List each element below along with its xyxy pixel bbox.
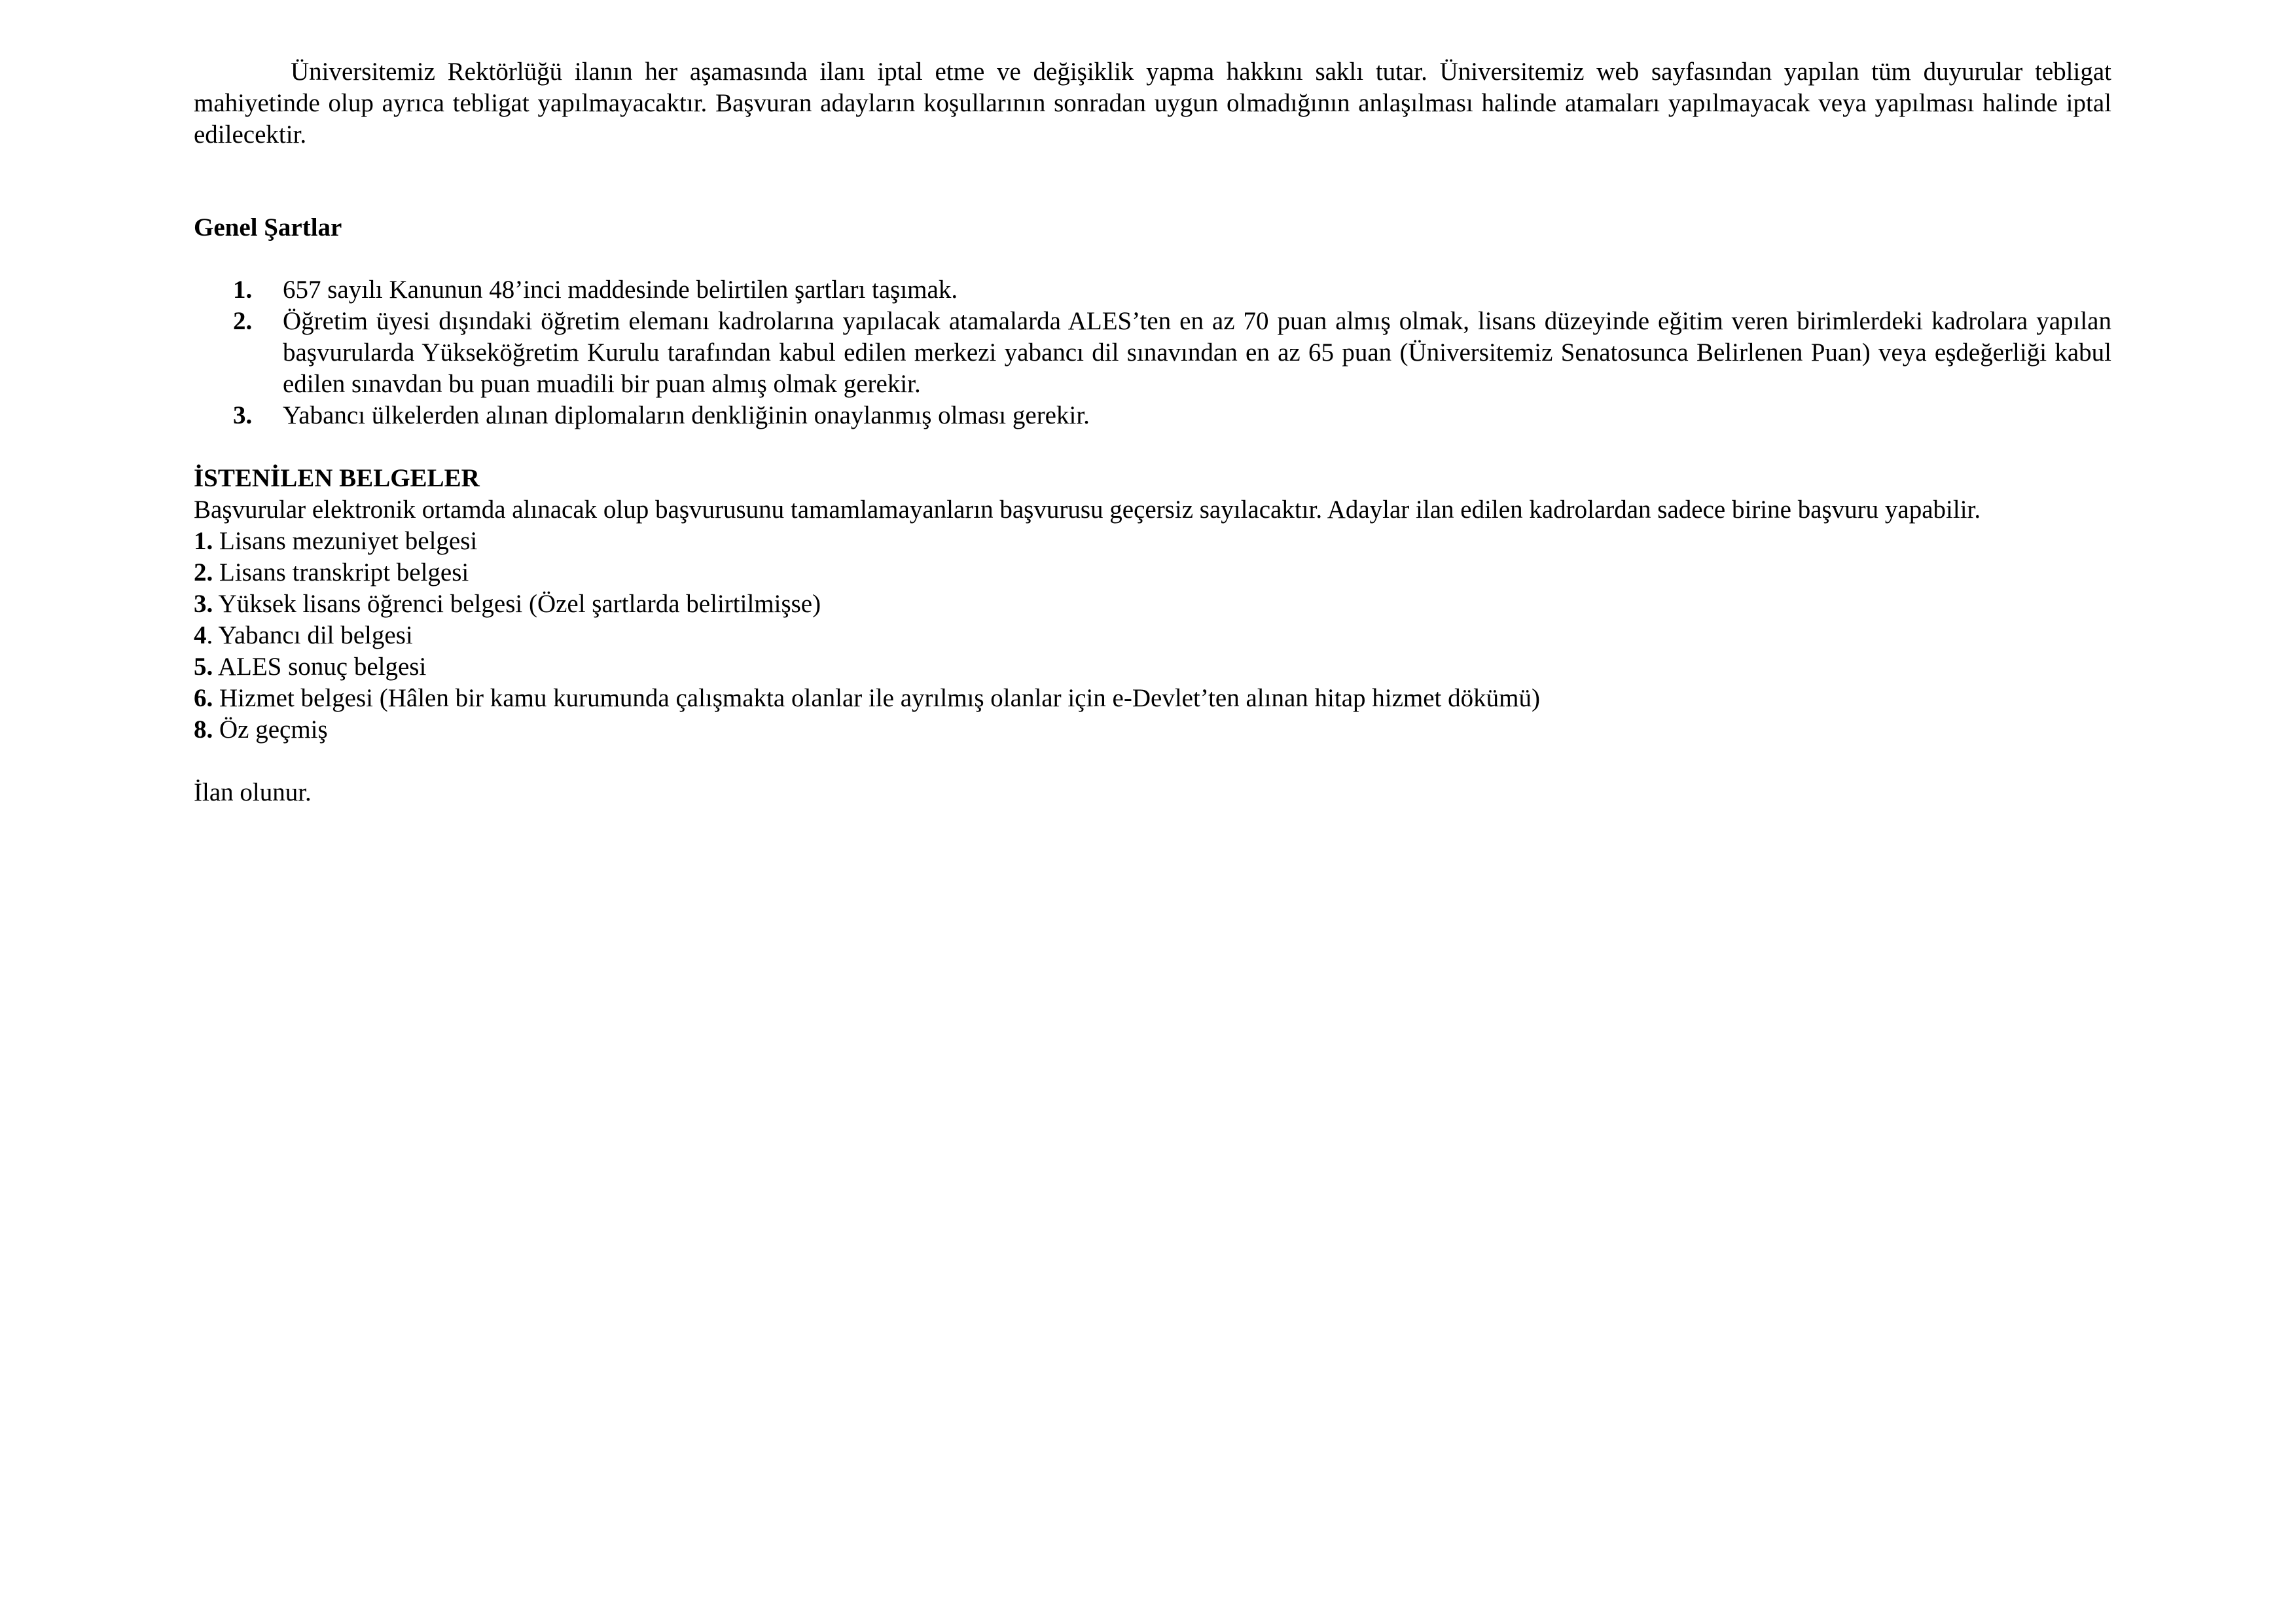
list-item-number: 4 (194, 621, 207, 649)
list-item (194, 588, 2111, 620)
required-documents-description: Başvurular elektronik ortamda alınacak olup başvurusunu tamamlamayanların başvurusu geçersiz sayılacaktır. Adaylar ilan edilen kadrolardan sadece birine başvuru yapabilir. (194, 496, 1981, 524)
list-item-text: Lisans mezuniyet belgesi (213, 527, 478, 555)
list-item (194, 274, 2111, 306)
list-item (194, 306, 2111, 400)
list-item (194, 620, 2111, 651)
list-item-number: 6. (194, 684, 213, 712)
list-item-text: Lisans transkript belgesi (213, 558, 469, 586)
list-item-number: 2. (233, 307, 253, 335)
document-page (194, 56, 2111, 808)
list-item-text: Yüksek lisans öğrenci belgesi (Özel şartlarda belirtilmişse) (213, 590, 821, 618)
list-item-number: 2. (194, 558, 213, 586)
list-item-number: 5. (194, 653, 213, 681)
list-item-text: Öz geçmiş (213, 715, 328, 744)
intro-paragraph: Üniversitemiz Rektörlüğü ilanın her aşamasında ilanı iptal etme ve değişiklik yapma hakkını saklı tutar. Üniversitemiz web sayfasından yapılan tüm duyurular tebligat mahiyetinde olup ayrıca tebligat yapılmayacaktır. Başvuran adayların koşullarının sonradan uygun olmadığının anlaşılması halinde atamaları yapılmayacak veya yapılması halinde iptal edilecektir. (194, 58, 2111, 149)
list-item-text: . Yabancı dil belgesi (206, 621, 413, 649)
required-documents-list (194, 526, 2111, 746)
list-item-text: Hizmet belgesi (Hâlen bir kamu kurumunda çalışmakta olanlar ile ayrılmış olanlar için e-Devlet’ten alınan hitap hizmet dökümü) (213, 684, 1540, 712)
list-item (194, 714, 2111, 746)
list-item-text: ALES sonuç belgesi (213, 653, 427, 681)
general-conditions-list (194, 274, 2111, 431)
list-item (194, 400, 2111, 431)
list-item-number: 1. (194, 527, 213, 555)
list-item-text: 657 sayılı Kanunun 48’inci maddesinde belirtilen şartları taşımak. (283, 276, 958, 304)
list-item (194, 526, 2111, 557)
list-item-number: 3. (233, 401, 253, 429)
required-documents-heading: İSTENİLEN BELGELER (194, 464, 480, 492)
list-item-number: 8. (194, 715, 213, 744)
list-item (194, 651, 2111, 683)
closing-statement: İlan olunur. (194, 778, 312, 806)
list-item-text: Yabancı ülkelerden alınan diplomaların denkliğinin onaylanmış olması gerekir. (283, 401, 1090, 429)
list-item (194, 557, 2111, 588)
general-conditions-heading: Genel Şartlar (194, 213, 342, 242)
list-item-text: Öğretim üyesi dışındaki öğretim elemanı kadrolarına yapılacak atamalarda ALES’ten en az 70 puan almış olmak, lisans düzeyinde eğitim veren birimlerdeki kadrolara yapılan başvurularda Yükseköğretim Kurulu tarafından kabul edilen merkezi yabancı dil sınavından en az 65 puan (Üniversitemiz Senatosunca Belirlenen Puan) veya eşdeğerliği kabul edilen sınavdan bu puan muadili bir puan almış olmak gerekir. (283, 307, 2111, 398)
list-item (194, 683, 2111, 714)
list-item-number: 1. (233, 276, 253, 304)
list-item-number: 3. (194, 590, 213, 618)
